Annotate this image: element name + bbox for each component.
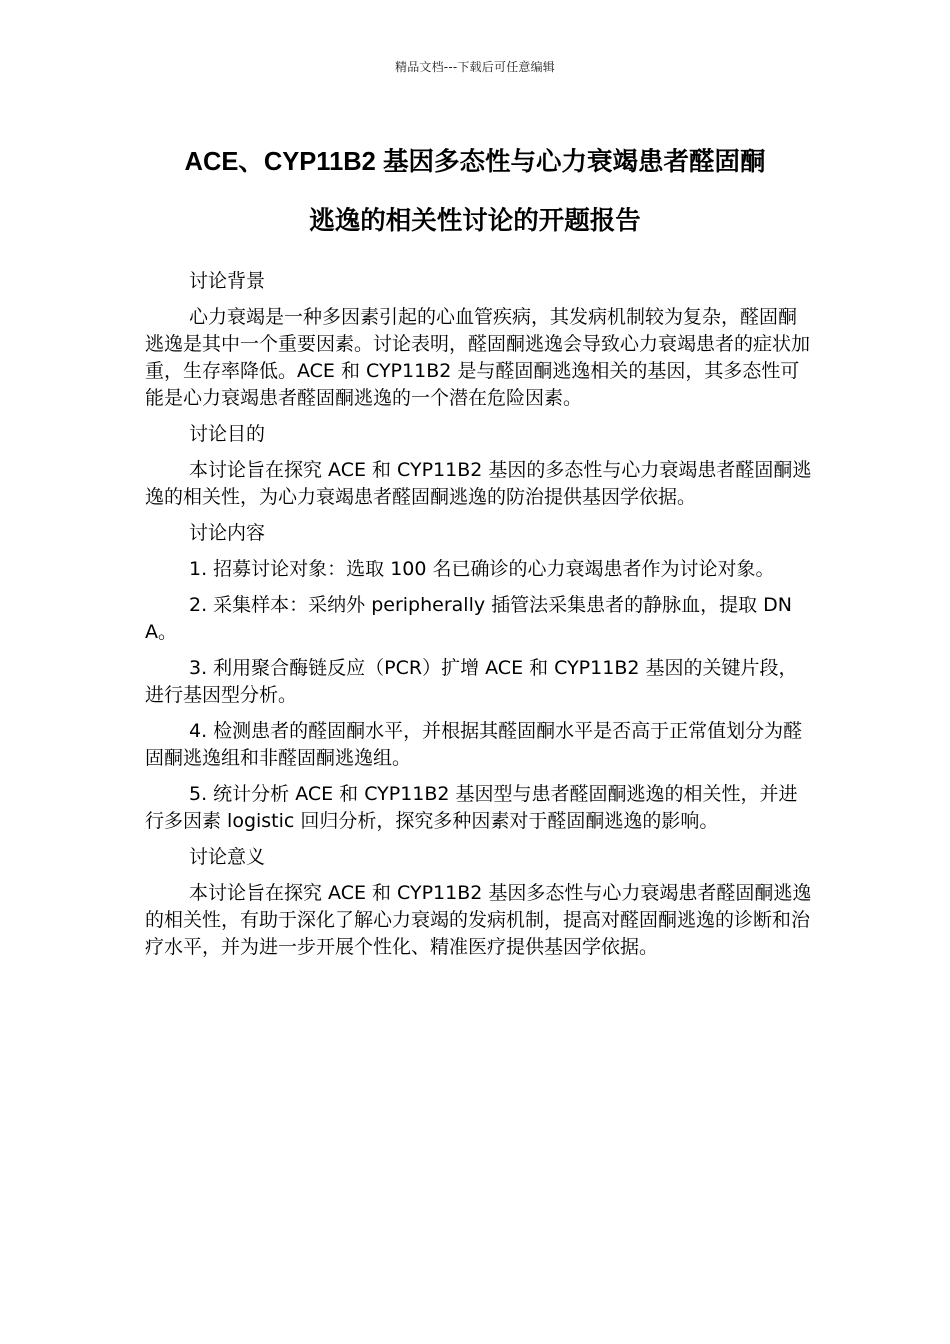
- paragraph-significance: 本讨论旨在探究 ACE 和 CYP11B2 基因多态性与心力衰竭患者醛固酮逃逸的相关性，有助于深化了解心力衰竭的发病机制，提高对醛固酮逃逸的诊断和治疗水平，并为进一步开展个性化、精准医疗提供基因学依据。: [145, 882, 812, 958]
- document-title: [120, 133, 830, 251]
- title-line-2: 逃逸的相关性讨论的开题报告: [309, 207, 641, 235]
- paragraph-purpose: 本讨论旨在探究 ACE 和 CYP11B2 基因的多态性与心力衰竭患者醛固酮逃逸的相关性，为心力衰竭患者醛固酮逃逸的防治提供基因学依据。: [145, 459, 812, 508]
- list-item-content-2: 2. 采集样本：采纳外 peripherally 插管法采集患者的静脉血，提取 DNA。: [145, 594, 793, 643]
- list-item-content-4: 4. 检测患者的醛固酮水平，并根据其醛固酮水平是否高于正常值划分为醛固酮逃逸组和非醛固酮逃逸组。: [145, 720, 803, 769]
- list-item-content-5: 5. 统计分析 ACE 和 CYP11B2 基因型与患者醛固酮逃逸的相关性，并进行多因素 logistic 回归分析，探究多种因素对于醛固酮逃逸的影响。: [145, 783, 798, 832]
- list-item-content-3: 3. 利用聚合酶链反应（PCR）扩增 ACE 和 CYP11B2 基因的关键片段，进行基因型分析。: [145, 657, 798, 706]
- section-heading-background: 讨论背景: [189, 270, 266, 292]
- header-note: 精品文档---下载后可任意编辑: [395, 60, 555, 74]
- title-line-1: ACE、CYP11B2 基因多态性与心力衰竭患者醛固酮: [184, 148, 766, 176]
- document-body: [145, 268, 815, 970]
- section-heading-purpose: 讨论目的: [189, 423, 266, 445]
- paragraph-background: 心力衰竭是一种多因素引起的心血管疾病，其发病机制较为复杂，醛固酮逃逸是其中一个重要因素。讨论表明，醛固酮逃逸会导致心力衰竭患者的症状加重，生存率降低。ACE 和 CYP11B2 是与醛固酮逃逸相关的基因，其多态性可能是心力衰竭患者醛固酮逃逸的一个潜在危险因素。: [145, 306, 811, 409]
- section-heading-significance: 讨论意义: [189, 846, 266, 868]
- section-heading-content: 讨论内容: [189, 522, 266, 544]
- list-item-content-1: 1. 招募讨论对象：选取 100 名已确诊的心力衰竭患者作为讨论对象。: [189, 558, 775, 580]
